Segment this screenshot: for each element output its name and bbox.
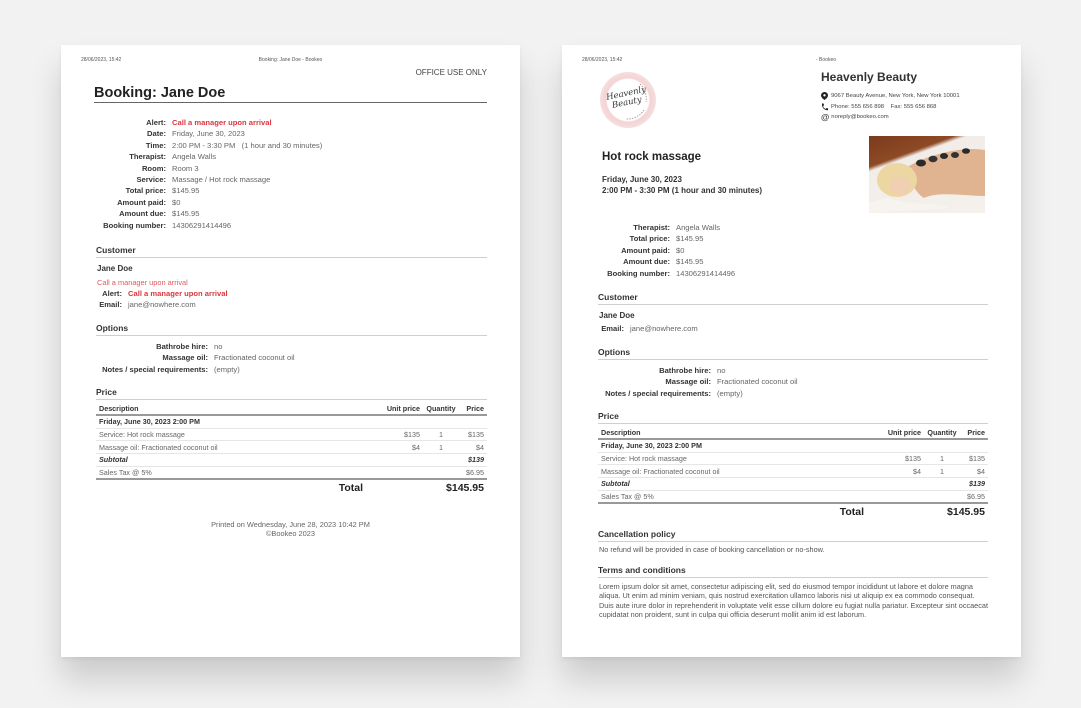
option-row: Bathrobe hire: no (156, 342, 223, 351)
print-datetime: 28/06/2023, 15:42 (582, 57, 623, 63)
business-name: Heavenly Beauty (821, 70, 918, 84)
printed-on: Printed on Wednesday, June 28, 2023 10:42 PM (211, 520, 370, 529)
detail-row: Amount due: $145.95 (623, 257, 704, 267)
price-item-row: Service: Hot rock massage $135 1 $135 (598, 452, 988, 465)
hot-stone-massage-image (869, 136, 985, 213)
detail-row: Room: Room 3 (141, 163, 199, 173)
option-row: Notes / special requirements: (empty) (102, 364, 240, 374)
options-heading: Options (96, 323, 487, 336)
detail-row: Amount due: $145.95 (119, 209, 200, 219)
copyright: ©Bookeo 2023 (265, 529, 315, 538)
price-table-header: Description Unit price Quantity Price (96, 403, 487, 415)
price-item-row: Massage oil: Fractionated coconut oil $4 1 $4 (598, 465, 988, 478)
business-contact (821, 91, 960, 123)
customer-heading: Customer (598, 292, 988, 305)
customer-name: Jane Doe (599, 311, 635, 320)
options-list (598, 365, 798, 399)
office-booking-page (61, 45, 520, 657)
customer-booking-page (562, 45, 1021, 657)
price-table (598, 427, 988, 519)
service-title: Hot rock massage (602, 151, 702, 163)
price-tax-row: Sales Tax @ 5% $6.95 (96, 466, 487, 479)
options-heading: Options (598, 347, 988, 360)
price-heading: Price (598, 411, 988, 424)
customer-alert: Call a manager upon arrival (128, 289, 228, 298)
customer-details: Alert: Call a manager upon arrival Email: jane@nowhere.com (99, 289, 228, 310)
business-address: 9067 Beauty Avenue, New York, New York 10001 (831, 93, 960, 99)
price-date-row: Friday, June 30, 2023 2:00 PM (96, 415, 487, 428)
option-row: Massage oil: Fractionated coconut oil (162, 353, 295, 363)
price-total-row: Total $145.95 (338, 482, 484, 495)
price-total-row: Total $145.95 (839, 506, 985, 519)
terms-heading: Terms and conditions (598, 565, 988, 578)
customer-name: Jane Doe (97, 264, 133, 273)
detail-row: Therapist: Angela Walls (633, 223, 721, 232)
detail-row: Total price: $145.95 (629, 234, 704, 244)
alert-value: Call a manager upon arrival (172, 118, 272, 127)
customer-details: Email: jane@nowhere.com (601, 324, 698, 333)
customer-email: jane@nowhere.com (630, 324, 698, 333)
customer-note: Call a manager upon arrival (97, 278, 188, 287)
print-datetime: 28/06/2023, 15:42 (81, 57, 122, 63)
option-row: Notes / special requirements: (empty) (605, 388, 743, 398)
print-page-title: - Bookeo (816, 57, 837, 63)
option-row: Massage oil: Fractionated coconut oil (665, 377, 798, 387)
detail-row: Total price: $145.95 (125, 186, 200, 196)
booking-when (602, 175, 762, 196)
office-use-label: OFFICE USE ONLY (415, 68, 487, 77)
at-sign-icon: @ (821, 112, 830, 123)
customer-email: jane@nowhere.com (128, 300, 196, 310)
booking-time: 2:00 PM - 3:30 PM (1 hour and 30 minutes) (602, 185, 763, 195)
booking-details (95, 117, 322, 231)
price-table (96, 403, 487, 495)
logo-text: Heavenly Beauty (605, 84, 647, 111)
customer-heading: Customer (96, 245, 487, 258)
price-date-row: Friday, June 30, 2023 2:00 PM (598, 439, 988, 452)
booking-details (599, 222, 735, 279)
detail-row: Date: Friday, June 30, 2023 (147, 129, 245, 139)
phone-icon (821, 103, 828, 111)
price-subtotal-row: Subtotal $139 (598, 478, 988, 491)
booking-date: Friday, June 30, 2023 (602, 175, 682, 184)
page-title: Booking: Jane Doe (94, 85, 487, 103)
business-phone: Phone: 555 656 898 Fax: 555 656 868 (831, 103, 937, 110)
cancellation-text: No refund will be provided in case of booking cancellation or no-show. (599, 545, 825, 554)
price-item-row: Service: Hot rock massage $135 1 $135 (96, 428, 487, 441)
option-row: Bathrobe hire: no (659, 366, 726, 375)
price-subtotal-row: Subtotal $139 (96, 454, 487, 467)
detail-row: Time: 2:00 PM - 3:30 PM (1 hour and 30 minutes) (145, 140, 323, 150)
service-photo (869, 136, 985, 213)
options-list (95, 341, 295, 375)
detail-row: Booking number: 14306291414496 (607, 268, 736, 278)
detail-row: Amount paid: $0 (621, 245, 685, 255)
price-heading: Price (96, 387, 487, 400)
terms-text: Lorem ipsum dolor sit amet, consectetur adipiscing elit, sed do eiusmod tempor incididunt ut labore et dolore magna aliqua. Ut enim ad minim veniam, quis nostrud exercitation ullamco laboris nisi ut aliquip ex ea commodo consequat. Duis aute irure dolor in reprehenderit in voluptate velit esse cillum dolore eu fugiat nulla pariatur. Excepteur sint occaecat cupidatat non proident, sunt in culpa qui officia deserunt mollit anim id est laborum. (599, 582, 988, 620)
price-item-row: Massage oil: Fractionated coconut oil $4 1 $4 (96, 441, 487, 454)
business-email: noreply@bookeo.com (831, 114, 889, 120)
price-table-header: Description Unit price Quantity Price (598, 427, 988, 439)
location-pin-icon (821, 92, 828, 100)
price-tax-row: Sales Tax @ 5% $6.95 (598, 490, 988, 503)
detail-row: Amount paid: $0 (117, 197, 181, 207)
business-logo (600, 72, 656, 128)
print-footer (61, 520, 520, 538)
detail-row: Alert: Call a manager upon arrival (146, 118, 272, 127)
detail-row: Booking number: 14306291414496 (103, 220, 232, 230)
detail-row: Therapist: Angela Walls (129, 152, 217, 162)
detail-row: Service: Massage / Hot rock massage (136, 175, 271, 185)
cancellation-heading: Cancellation policy (598, 529, 988, 542)
print-page-title: Booking: Jane Doe - Bookeo (258, 57, 323, 63)
